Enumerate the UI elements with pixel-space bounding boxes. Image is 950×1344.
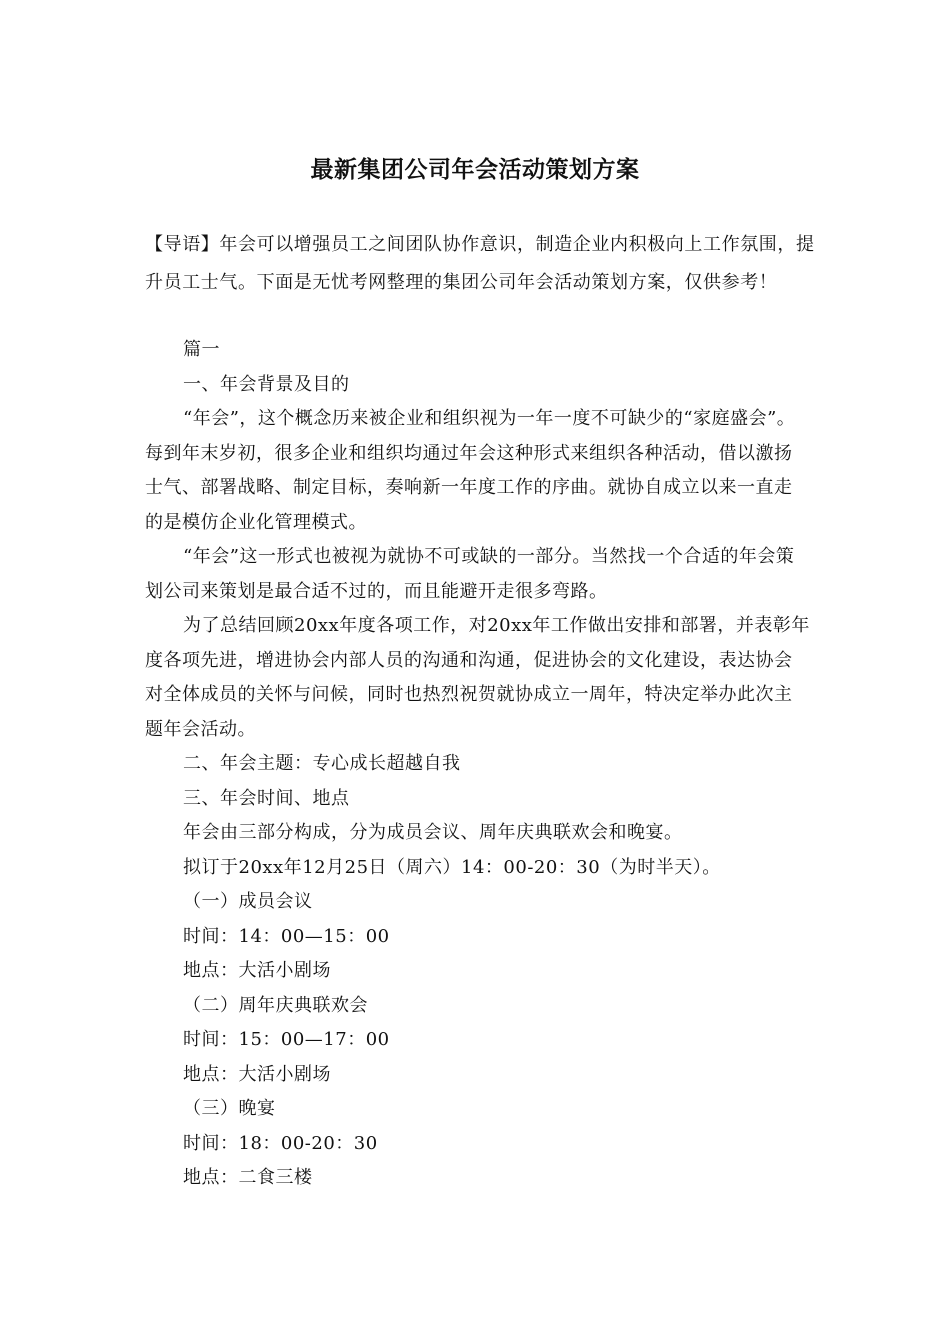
body-paragraph: 为了总结回顾20xx年度各项工作，对20xx年工作做出安排和部署，并表彰年度各项先进，增进协会内部人员的沟通和沟通，促进协会的文化建设，表达协会对全体成员的关怀与问候，同时也热烈祝贺就协成立一周年，特决定举办此次主题年会活动。	[145, 615, 810, 740]
section-heading: 二、年会主题：专心成长超越自我	[183, 753, 461, 774]
sub-heading: （二）周年庆典联欢会	[183, 994, 368, 1016]
sub-heading: （三）晚宴	[183, 1098, 276, 1119]
body-paragraph: 年会由三部分构成，分为成员会议、周年庆典联欢会和晚宴。	[183, 822, 683, 843]
schedule-time: 时间：14：00—15：00	[183, 925, 390, 947]
body-paragraph: 拟订于20xx年12月25日（周六）14：00-20：30（为时半天）。	[183, 856, 721, 878]
schedule-time: 时间：15：00—17：00	[183, 1029, 390, 1050]
body-paragraph: “年会”，这个概念历来被企业和组织视为一年一度不可缺少的“家庭盛会”。每到年末岁初，很多企业和组织均通过年会这种形式来组织各种活动，借以激扬士气、部署战略、制定目标，奏响新一年度工作的序曲。就协自成立以来一直走的是模仿企业化管理模式。	[145, 408, 796, 533]
section-heading: 三、年会时间、地点	[183, 787, 350, 809]
sub-heading: （一）成员会议	[183, 891, 313, 912]
document-title: 最新集团公司年会活动策划方案	[310, 157, 640, 183]
schedule-location: 地点：大活小剧场	[183, 960, 331, 981]
document-body	[145, 333, 810, 1196]
intro-paragraph: 【导语】年会可以增强员工之间团队协作意识，制造企业内积极向上工作氛围，提升员工士气。下面是无忧考网整理的集团公司年会活动策划方案，仅供参考！	[145, 234, 815, 293]
body-paragraph: “年会”这一形式也被视为就协不可或缺的一部分。当然找一个合适的年会策划公司来策划是最合适不过的，而且能避开走很多弯路。	[145, 546, 795, 602]
schedule-location: 地点：二食三楼	[183, 1167, 313, 1188]
schedule-time: 时间：18：00-20：30	[183, 1132, 378, 1154]
section-heading: 一、年会背景及目的	[183, 373, 350, 395]
schedule-location: 地点：大活小剧场	[183, 1063, 331, 1085]
section-label: 篇一	[183, 339, 220, 360]
